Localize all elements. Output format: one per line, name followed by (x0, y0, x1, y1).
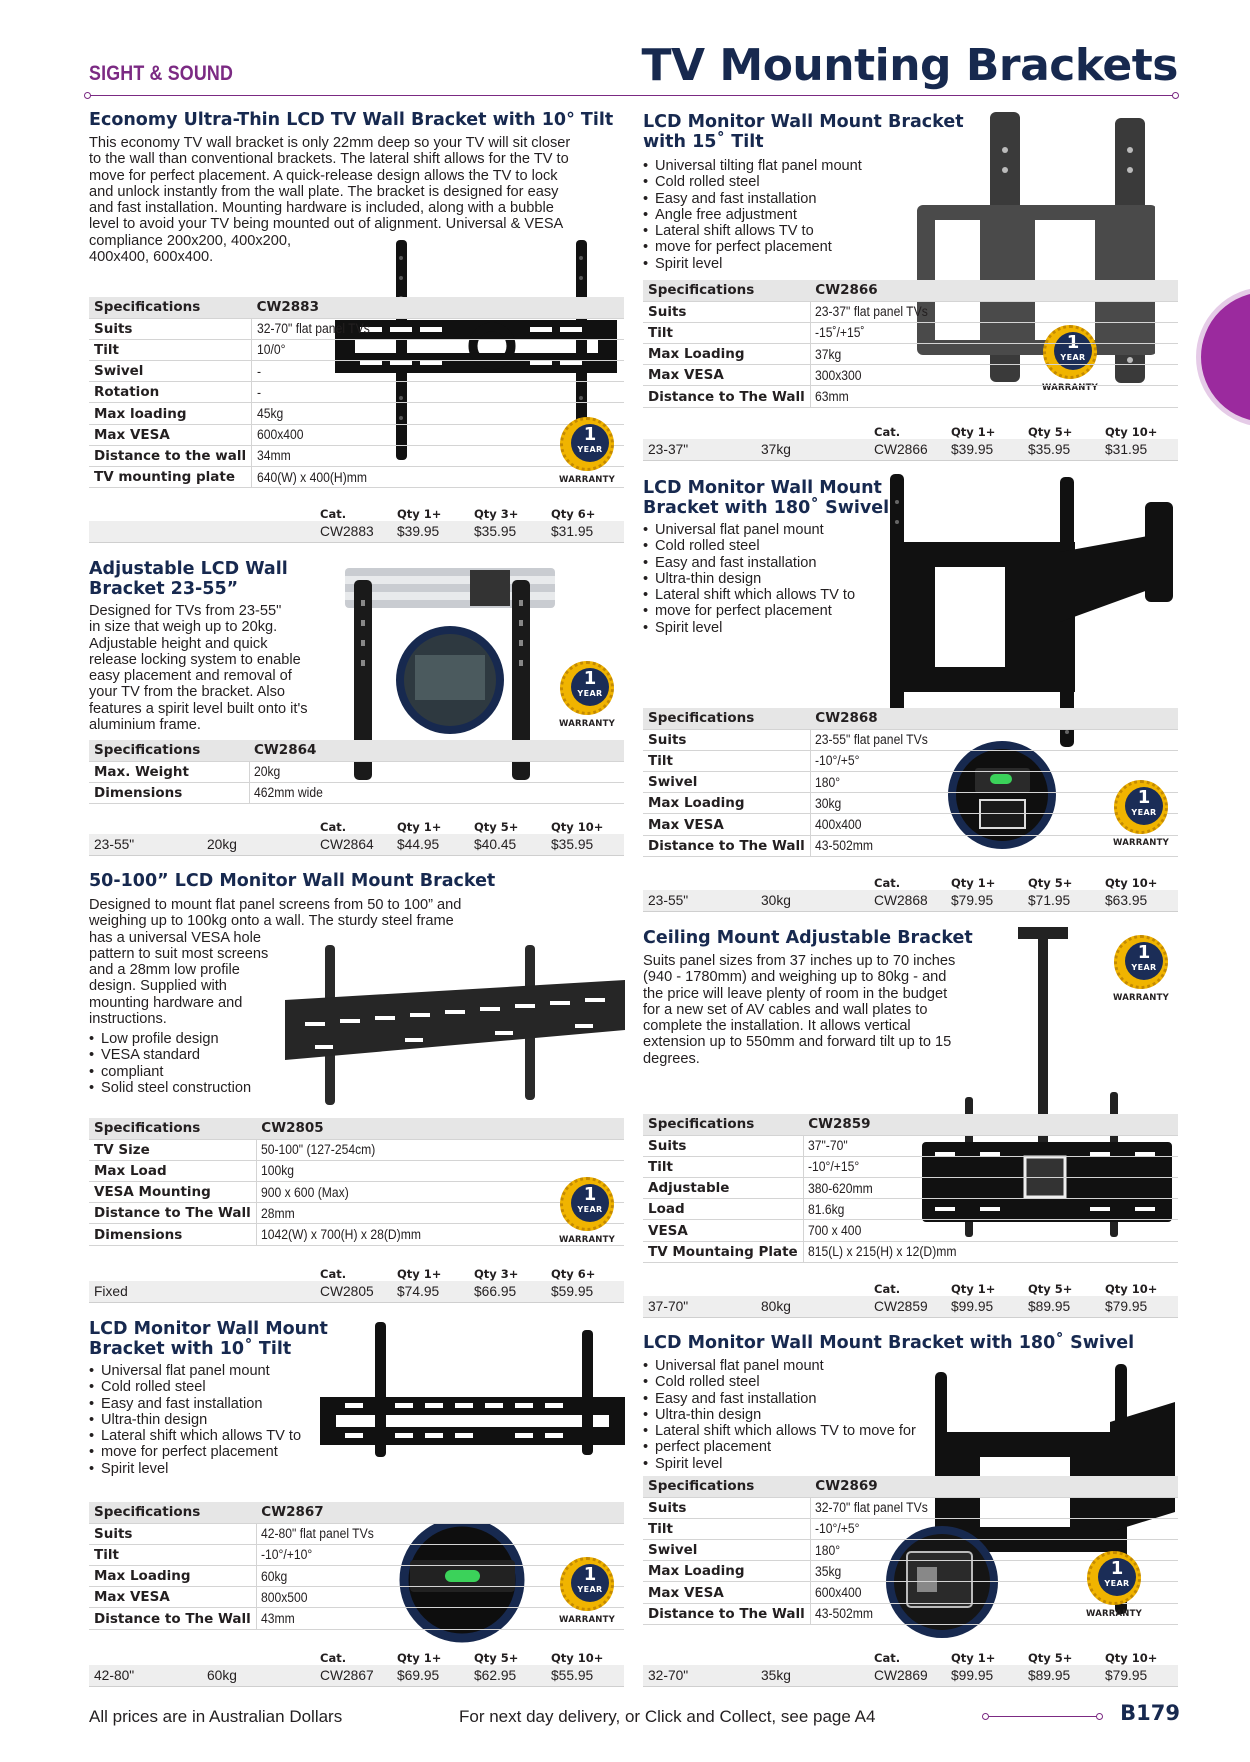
spec-row: Suits 23-55" flat panel TVs (643, 729, 1178, 750)
price-table: Cat. Qty 1+ Qty 3+ Qty 6+ Fixed CW2805 $74.95 $66.95 $59.95 (89, 1262, 624, 1303)
feature-list (89, 1363, 301, 1477)
page-number: B179 (1120, 1701, 1180, 1725)
price-table: Cat. Qty 1+ Qty 5+ Qty 10+ 23-55" 20kg CW2864 $44.95 $40.45 $35.95 (89, 815, 624, 856)
footer-rule-dot-left (982, 1713, 989, 1720)
list-item: • Easy and fast installation (643, 1391, 916, 1407)
section-label: SIGHT & SOUND (89, 62, 234, 85)
spec-row: Load 81.6kg (643, 1199, 1178, 1220)
list-item: • Lateral shift allows TV to (643, 223, 862, 239)
tv-bracket-image (285, 940, 625, 1110)
product-title: Adjustable LCD Wall Bracket 23-55” (89, 559, 288, 599)
product-description: This economy TV wall bracket is only 22mm deep so your TV will sit closer to the wall than conventional brackets. The lateral shift allows for the TV to move for perfect placement. A quick-release design allows the TV to lock and unlock instantly from the wall plate. The bracket is designed for easy and fast installation. Mounting hardware is included, along with a bubble level to avoid your TV being mounted out of alignment. Universal & VESA compliance 200x200, 400x200, 400x400, 600x400. (89, 135, 571, 266)
warranty-badge: 1 YEAR WARRANTY (1039, 325, 1101, 399)
list-item: • Solid steel construction (89, 1080, 251, 1096)
list-item: • Universal flat panel mount (643, 522, 855, 538)
price-row: 23-55" 30kg CW2868 $79.95 $71.95 $63.95 (643, 890, 1178, 911)
spec-row: Suits 23-37" flat panel TVs (643, 301, 1178, 322)
list-item: • Universal flat panel mount (89, 1363, 301, 1379)
feature-list (643, 1358, 916, 1472)
list-item: • Low profile design (89, 1031, 251, 1047)
list-item: • Spirit level (89, 1461, 301, 1477)
spec-row: Swivel - (89, 361, 624, 382)
product-title: LCD Monitor Wall Mount Bracket with 10˚ Tilt (89, 1319, 328, 1359)
product-title: LCD Monitor Wall Mount Bracket with 180˚ Swivel (643, 1333, 1135, 1353)
list-item: • Cold rolled steel (643, 538, 855, 554)
spec-row: Max loading 45kg (89, 403, 624, 424)
footer-rule-dot-right (1096, 1713, 1103, 1720)
spec-row: Distance to The Wall 43-502mm (643, 1603, 1178, 1624)
list-item: • Easy and fast installation (643, 555, 855, 571)
spec-row: Suits 42-80" flat panel TVs (89, 1523, 624, 1544)
spec-table: Specifications CW2868 Suits 23-55" flat panel TVs Tilt -10°/+5° Swivel 180° Max Loading 30kg Max VESA 400x400 Distance to The Wall 43-502mm (643, 708, 1178, 857)
spec-table: Specifications CW2866 Suits 23-37" flat panel TVs Tilt -15˚/+15˚ Max Loading 37kg Max VESA 300x300 Distance to The Wall 63mm (643, 280, 1178, 408)
list-item: • Lateral shift which allows TV to (89, 1428, 301, 1444)
list-item: • move for perfect placement (89, 1444, 301, 1460)
spec-row: Distance to the wall 34mm (89, 445, 624, 466)
price-table: Cat. Qty 1+ Qty 5+ Qty 10+ 23-55" 30kg CW2868 $79.95 $71.95 $63.95 (643, 871, 1178, 912)
warranty-badge: 1 YEAR WARRANTY (556, 1557, 618, 1631)
warranty-badge: 1 YEAR WARRANTY (556, 417, 618, 491)
warranty-badge: 1 YEAR WARRANTY (1083, 1551, 1145, 1625)
product-description: Designed for TVs from 23-55" in size that weigh up to 20kg. Adjustable height and quick release locking system to enable easy placement and removal of your TV from the bracket. Also features a spirit level built onto it's aluminium frame. (89, 603, 308, 734)
feature-list (643, 158, 862, 272)
spec-row: Dimensions 1042(W) x 700(H) x 28(D)mm (89, 1224, 624, 1245)
spec-row: Tilt -10°/+10° (89, 1544, 624, 1565)
list-item: • Spirit level (643, 256, 862, 272)
page-title: TV Mounting Brackets (641, 40, 1178, 91)
spec-row: Suits 32-70" flat panel TVs (643, 1497, 1178, 1518)
list-item: • perfect placement (643, 1439, 916, 1455)
list-item: • VESA standard (89, 1047, 251, 1063)
spec-row: VESA 700 x 400 (643, 1220, 1178, 1241)
spec-row: Max Loading 60kg (89, 1566, 624, 1587)
spec-row: Max VESA 300x300 (643, 365, 1178, 386)
spec-row: Distance to The Wall 28mm (89, 1203, 624, 1224)
list-item: • Ultra-thin design (643, 1407, 916, 1423)
spec-row: Tilt -10°/+5° (643, 750, 1178, 771)
price-table: Cat. Qty 1+ Qty 5+ Qty 10+ 37-70" 80kg CW2859 $99.95 $89.95 $79.95 (643, 1277, 1178, 1318)
spec-row: VESA Mounting 900 x 600 (Max) (89, 1182, 624, 1203)
list-item: • Universal tilting flat panel mount (643, 158, 862, 174)
list-item: • Spirit level (643, 1456, 916, 1472)
feature-list (643, 522, 855, 636)
price-table: Cat. Qty 1+ Qty 5+ Qty 10+ 32-70" 35kg CW2869 $99.95 $89.95 $79.95 (643, 1646, 1178, 1687)
spec-row: Max Loading 30kg (643, 793, 1178, 814)
spec-row: Swivel 180° (643, 1540, 1178, 1561)
spec-row: Max Loading 37kg (643, 344, 1178, 365)
spec-row: TV Size 50-100" (127-254cm) (89, 1139, 624, 1160)
list-item: • Cold rolled steel (643, 174, 862, 190)
list-item: • Angle free adjustment (643, 207, 862, 223)
footer-rule (988, 1716, 1100, 1717)
spec-row: Max Load 100kg (89, 1160, 624, 1181)
product-title: Ceiling Mount Adjustable Bracket (643, 928, 973, 948)
spec-row: Tilt -10°/+15° (643, 1156, 1178, 1177)
warranty-badge: 1 YEAR WARRANTY (556, 661, 618, 735)
spec-row: Max VESA 600x400 (89, 424, 624, 445)
product-title: LCD Monitor Wall Mount Bracket with 15˚ Tilt (643, 112, 964, 152)
spec-row: Distance to The Wall 43mm (89, 1608, 624, 1629)
spec-row: Tilt -15˚/+15˚ (643, 322, 1178, 343)
header-rule-dot-right (1172, 92, 1179, 99)
spec-table: Specifications CW2864 Max. Weight 20kg Dimensions 462mm wide (89, 740, 624, 804)
tv-bracket-image (320, 1322, 625, 1457)
list-item: • move for perfect placement (643, 603, 855, 619)
price-table: Cat. Qty 1+ Qty 3+ Qty 6+ CW2883 $39.95 $35.95 $31.95 (89, 502, 624, 543)
price-table: Cat. Qty 1+ Qty 5+ Qty 10+ 23-37" 37kg CW2866 $39.95 $35.95 $31.95 (643, 420, 1178, 461)
price-row: 42-80" 60kg CW2867 $69.95 $62.95 $55.95 (89, 1665, 624, 1686)
warranty-badge: 1 YEAR WARRANTY (1110, 935, 1172, 1009)
spec-table: Specifications CW2867 Suits 42-80" flat panel TVs Tilt -10°/+10° Max Loading 60kg Max VESA 800x500 Distance to The Wall 43mm (89, 1502, 624, 1630)
spec-row: Max Loading 35kg (643, 1561, 1178, 1582)
price-row: 23-55" 20kg CW2864 $44.95 $40.45 $35.95 (89, 834, 624, 855)
spec-table: Specifications CW2805 TV Size 50-100" (127-254cm) Max Load 100kg VESA Mounting 900 x 600 (Max) Distance to The Wall 28mm Dimensions 1042(W) x 700(H) x 28(D)mm (89, 1118, 624, 1246)
spec-row: Distance to The Wall 63mm (643, 386, 1178, 407)
spec-row: Suits 32-70" flat panel TVs (89, 318, 624, 339)
spec-row: Suits 37"-70" (643, 1135, 1178, 1156)
spec-row: Distance to The Wall 43-502mm (643, 835, 1178, 856)
product-title: Economy Ultra-Thin LCD TV Wall Bracket with 10° Tilt (89, 110, 614, 130)
product-title: 50-100” LCD Monitor Wall Mount Bracket (89, 871, 496, 891)
warranty-badge: 1 YEAR WARRANTY (1110, 780, 1172, 854)
spec-row: Rotation - (89, 382, 624, 403)
spec-row: Max VESA 600x400 (643, 1582, 1178, 1603)
header-rule (90, 95, 1176, 96)
product-description: Designed to mount flat panel screens from 50 to 100” and weighing up to 100kg onto a wall. The sturdy steel frame has a universal VESA hole pattern to suit most screens and a 28mm low profile design. Supplied with mounting hardware and instructions. (89, 897, 462, 1028)
list-item: • Cold rolled steel (89, 1379, 301, 1395)
price-row: CW2883 $39.95 $35.95 $31.95 (89, 521, 624, 542)
feature-list (89, 1031, 251, 1096)
spec-table: Specifications CW2869 Suits 32-70" flat panel TVs Tilt -10°/+5° Swivel 180° Max Loading 35kg Max VESA 600x400 Distance to The Wall 43-502mm (643, 1476, 1178, 1625)
list-item: • Easy and fast installation (89, 1396, 301, 1412)
list-item: • Easy and fast installation (643, 191, 862, 207)
list-item: • Spirit level (643, 620, 855, 636)
list-item: • Universal flat panel mount (643, 1358, 916, 1374)
spec-row: Max VESA 800x500 (89, 1587, 624, 1608)
spec-row: Tilt -10°/+5° (643, 1518, 1178, 1539)
page-tab-marker (1196, 287, 1250, 427)
product-title: LCD Monitor Wall Mount Bracket with 180˚ Swivel (643, 478, 890, 518)
spec-table: Specifications CW2859 Suits 37"-70" Tilt -10°/+15° Adjustable 380-620mm Load 81.6kg VESA 700 x 400 TV Mountaing Plate 815(L) x 215(H) x 12(D)mm (643, 1114, 1178, 1263)
spec-row: TV Mountaing Plate 815(L) x 215(H) x 12(D)mm (643, 1241, 1178, 1262)
spec-row: Max VESA 400x400 (643, 814, 1178, 835)
list-item: • Lateral shift which allows TV to move for (643, 1423, 916, 1439)
spec-table: Specifications CW2883 Suits 32-70" flat panel TVs Tilt 10/0° Swivel - Rotation - Max loading 45kg Max VESA 600x400 Distance to the wall 34mm TV mounting plate 640(W) x 400(H)mm (89, 297, 624, 488)
footer-note: All prices are in Australian Dollars (89, 1707, 343, 1726)
price-row: 37-70" 80kg CW2859 $99.95 $89.95 $79.95 (643, 1296, 1178, 1317)
price-table: Cat. Qty 1+ Qty 5+ Qty 10+ 42-80" 60kg CW2867 $69.95 $62.95 $55.95 (89, 1646, 624, 1687)
footer-delivery-note: For next day delivery, or Click and Collect, see page A4 (459, 1707, 876, 1726)
list-item: • Lateral shift which allows TV to (643, 587, 855, 603)
warranty-badge: 1 YEAR WARRANTY (556, 1177, 618, 1251)
list-item: • Ultra-thin design (643, 571, 855, 587)
price-row: Fixed CW2805 $74.95 $66.95 $59.95 (89, 1281, 624, 1302)
spec-row: TV mounting plate 640(W) x 400(H)mm (89, 467, 624, 488)
price-row: 32-70" 35kg CW2869 $99.95 $89.95 $79.95 (643, 1665, 1178, 1686)
spec-row: Dimensions 462mm wide (89, 782, 624, 803)
spec-row: Tilt 10/0° (89, 339, 624, 360)
spec-row: Max. Weight 20kg (89, 761, 624, 782)
spec-row: Swivel 180° (643, 772, 1178, 793)
list-item: • Ultra-thin design (89, 1412, 301, 1428)
spec-row: Adjustable 380-620mm (643, 1178, 1178, 1199)
product-description: Suits panel sizes from 37 inches up to 70 inches (940 - 1780mm) and weighing up to 80kg - and the price will leave plenty of room in the budget for a new set of AV cables and wall plates to complete the installation. It allows vertical extension up to 550mm and forward tilt up to 15 degrees. (643, 953, 956, 1067)
price-row: 23-37" 37kg CW2866 $39.95 $35.95 $31.95 (643, 439, 1178, 460)
header-rule-dot-left (84, 92, 91, 99)
list-item: • move for perfect placement (643, 239, 862, 255)
list-item: • Cold rolled steel (643, 1374, 916, 1390)
list-item: • compliant (89, 1064, 251, 1080)
